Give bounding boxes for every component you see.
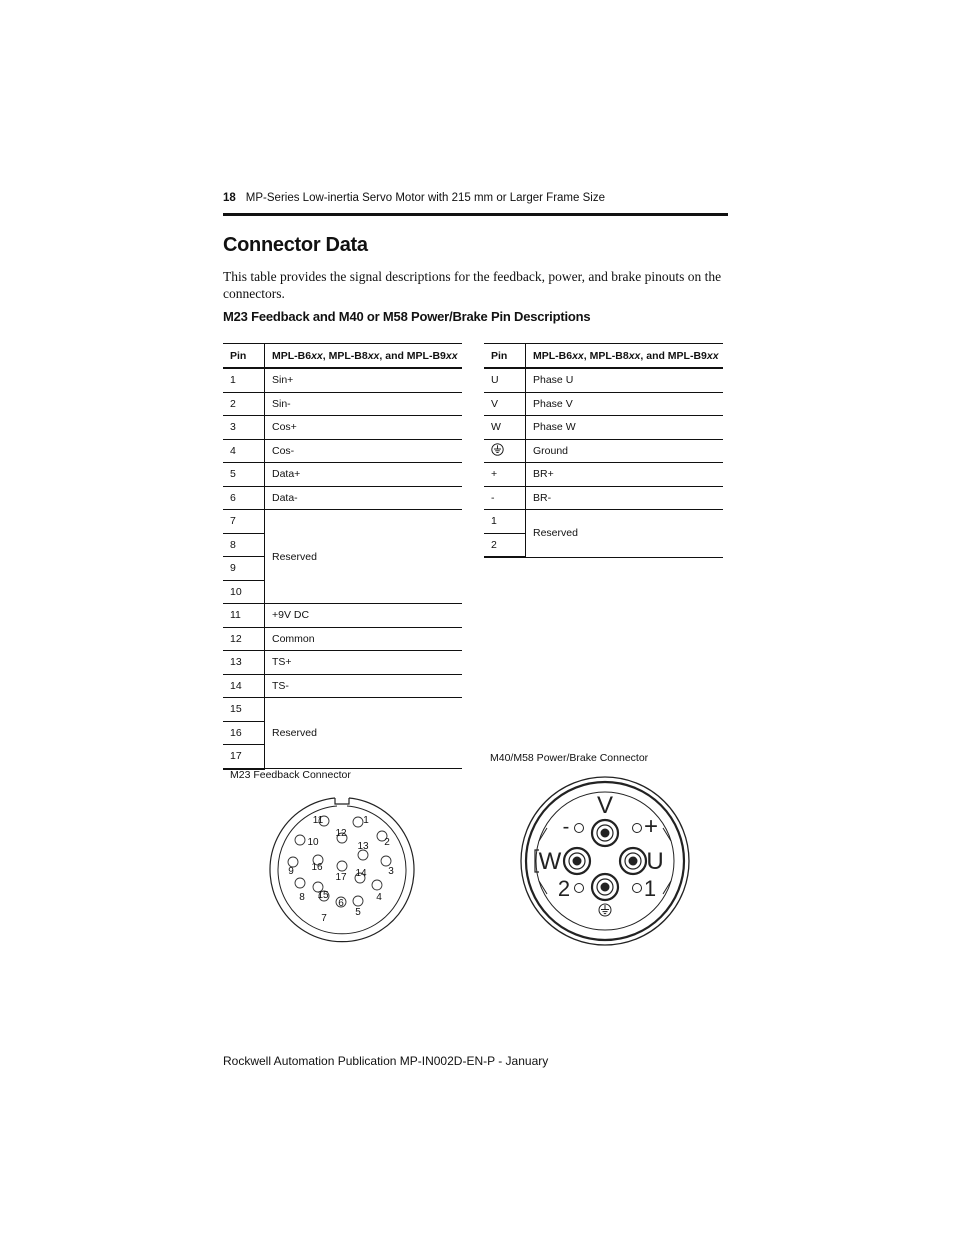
table-row bbox=[223, 604, 462, 628]
pin-cell: 12 bbox=[223, 627, 265, 651]
table-row bbox=[484, 392, 723, 416]
table-row bbox=[223, 368, 462, 392]
signal-cell: BR- bbox=[526, 486, 724, 510]
pin-cell: - bbox=[484, 486, 526, 510]
signal-cell: TS+ bbox=[265, 651, 463, 675]
signal-cell: Phase U bbox=[526, 368, 724, 392]
feedback-pin-label: 15 bbox=[317, 890, 329, 901]
feedback-pin-table bbox=[223, 343, 462, 770]
power-pins bbox=[564, 820, 646, 900]
table-row bbox=[484, 510, 723, 534]
table-row bbox=[484, 463, 723, 487]
pin-cell: 10 bbox=[223, 580, 265, 604]
feedback-pin-label: 9 bbox=[288, 866, 294, 877]
column-header-pin: Pin bbox=[223, 344, 265, 369]
feedback-pin-label: 7 bbox=[321, 913, 327, 924]
feedback-pin-label: 10 bbox=[307, 837, 319, 848]
feedback-pin-label: 12 bbox=[335, 828, 347, 839]
feedback-pin-17 bbox=[337, 861, 347, 871]
feedback-pins bbox=[288, 815, 394, 924]
pin-label-v: V bbox=[596, 792, 614, 819]
table-row bbox=[484, 486, 723, 510]
feedback-pin-label: 4 bbox=[376, 892, 382, 903]
pin-cell: 11 bbox=[223, 604, 265, 628]
table-row bbox=[484, 416, 723, 440]
feedback-pin-label: 14 bbox=[355, 868, 367, 879]
pin-cell: 17 bbox=[223, 745, 265, 769]
column-header-model: MPL-B6xx, MPL-B8xx, and MPL-B9xx bbox=[526, 344, 724, 369]
feedback-pin-5 bbox=[353, 896, 363, 906]
feedback-pin-1 bbox=[353, 817, 363, 827]
pin-cell: V bbox=[484, 392, 526, 416]
pin-cell: 6 bbox=[223, 486, 265, 510]
feedback-pin-label: 11 bbox=[312, 815, 324, 826]
signal-cell: Ground bbox=[526, 439, 724, 463]
table-row bbox=[223, 698, 462, 722]
pin-label-w: W bbox=[538, 848, 562, 875]
feedback-connector-caption: M23 Feedback Connector bbox=[230, 769, 351, 781]
pin-cell: 2 bbox=[484, 533, 526, 557]
signal-cell: +9V DC bbox=[265, 604, 463, 628]
table-row bbox=[223, 416, 462, 440]
feedback-pin-label: 2 bbox=[384, 837, 390, 848]
pin-cell: U bbox=[484, 368, 526, 392]
pin-cell: 1 bbox=[484, 510, 526, 534]
pin-label-plus: + bbox=[643, 813, 659, 840]
table-row bbox=[223, 510, 462, 534]
feedback-pin-label: 17 bbox=[335, 872, 347, 883]
pin-label-u: U bbox=[646, 848, 664, 875]
pin-cell: 9 bbox=[223, 557, 265, 581]
table-row bbox=[484, 368, 723, 392]
pin-1 bbox=[633, 884, 642, 893]
signal-cell: Cos+ bbox=[265, 416, 463, 440]
table-row bbox=[484, 439, 723, 463]
table-title: M23 Feedback and M40 or M58 Power/Brake Pin Descriptions bbox=[223, 309, 591, 324]
table-row bbox=[223, 392, 462, 416]
feedback-pin-label: 1 bbox=[363, 815, 369, 826]
ground-icon bbox=[599, 904, 611, 916]
feedback-pin-3 bbox=[381, 856, 391, 866]
pin-cell: 4 bbox=[223, 439, 265, 463]
signal-cell: Data+ bbox=[265, 463, 463, 487]
page-number: 18 bbox=[223, 192, 236, 204]
table-row bbox=[223, 627, 462, 651]
signal-cell: TS- bbox=[265, 674, 463, 698]
pin-cell: 8 bbox=[223, 533, 265, 557]
signal-cell: Phase W bbox=[526, 416, 724, 440]
intro-paragraph: This table provides the signal descriptions for the feedback, power, and brake pinouts on the connectors. bbox=[223, 269, 722, 301]
signal-cell: Sin+ bbox=[265, 368, 463, 392]
signal-cell: Common bbox=[265, 627, 463, 651]
feedback-pin-10 bbox=[295, 835, 305, 845]
pin-minus bbox=[575, 824, 584, 833]
feedback-pin-8 bbox=[295, 878, 305, 888]
signal-cell: Sin- bbox=[265, 392, 463, 416]
feedback-pin-label: 6 bbox=[338, 898, 344, 909]
table-row bbox=[223, 651, 462, 675]
pin-cell: 5 bbox=[223, 463, 265, 487]
pin-label-2: 2 bbox=[557, 876, 571, 901]
signal-cell: Reserved bbox=[526, 510, 724, 558]
pin-cell: 13 bbox=[223, 651, 265, 675]
pin-v bbox=[592, 820, 618, 846]
signal-cell: Reserved bbox=[265, 698, 463, 769]
section-title: Connector Data bbox=[223, 234, 368, 256]
pin-cell: W bbox=[484, 416, 526, 440]
pin-plus bbox=[633, 824, 642, 833]
connector-inner-ring bbox=[278, 806, 406, 934]
feedback-pin-label: 5 bbox=[355, 907, 361, 918]
feedback-connector-diagram bbox=[262, 790, 422, 950]
pin-cell: 14 bbox=[223, 674, 265, 698]
table-row bbox=[223, 439, 462, 463]
running-title: MP-Series Low-inertia Servo Motor with 215 mm or Larger Frame Size bbox=[245, 192, 605, 204]
power-connector-caption: M40/M58 Power/Brake Connector bbox=[490, 752, 649, 764]
column-header-model: MPL-B6xx, MPL-B8xx, and MPL-B9xx bbox=[265, 344, 463, 369]
header-rule bbox=[223, 213, 728, 216]
power-brake-pin-table bbox=[484, 343, 723, 558]
table-row bbox=[223, 463, 462, 487]
page-footer: Rockwell Automation Publication MP-IN002D-EN-P - January bbox=[223, 1054, 549, 1068]
pin-cell: 7 bbox=[223, 510, 265, 534]
pin-cell: 1 bbox=[223, 368, 265, 392]
pin-cell: 3 bbox=[223, 416, 265, 440]
pin-label-minus: - bbox=[562, 816, 570, 838]
pin-w bbox=[564, 848, 590, 874]
power-connector-diagram bbox=[517, 773, 693, 949]
pin-ground bbox=[592, 874, 618, 900]
table-row bbox=[223, 674, 462, 698]
pin-u bbox=[620, 848, 646, 874]
pin-cell: + bbox=[484, 463, 526, 487]
feedback-pin-label: 8 bbox=[299, 892, 305, 903]
feedback-pin-label: 13 bbox=[357, 841, 369, 852]
pin-cell bbox=[484, 439, 526, 463]
signal-cell: Cos- bbox=[265, 439, 463, 463]
signal-cell: Data- bbox=[265, 486, 463, 510]
pin-label-1: 1 bbox=[643, 876, 657, 901]
signal-cell: Phase V bbox=[526, 392, 724, 416]
ground-icon bbox=[491, 443, 504, 456]
pin-2 bbox=[575, 884, 584, 893]
signal-cell: Reserved bbox=[265, 510, 463, 604]
feedback-pin-label: 3 bbox=[388, 866, 394, 877]
pin-cell: 15 bbox=[223, 698, 265, 722]
pin-cell: 2 bbox=[223, 392, 265, 416]
feedback-pin-label: 16 bbox=[311, 862, 323, 873]
signal-cell: BR+ bbox=[526, 463, 724, 487]
feedback-pin-4 bbox=[372, 880, 382, 890]
table-row bbox=[223, 486, 462, 510]
column-header-pin: Pin bbox=[484, 344, 526, 369]
running-header bbox=[223, 192, 728, 204]
pin-cell: 16 bbox=[223, 721, 265, 745]
connector-key bbox=[335, 798, 349, 804]
